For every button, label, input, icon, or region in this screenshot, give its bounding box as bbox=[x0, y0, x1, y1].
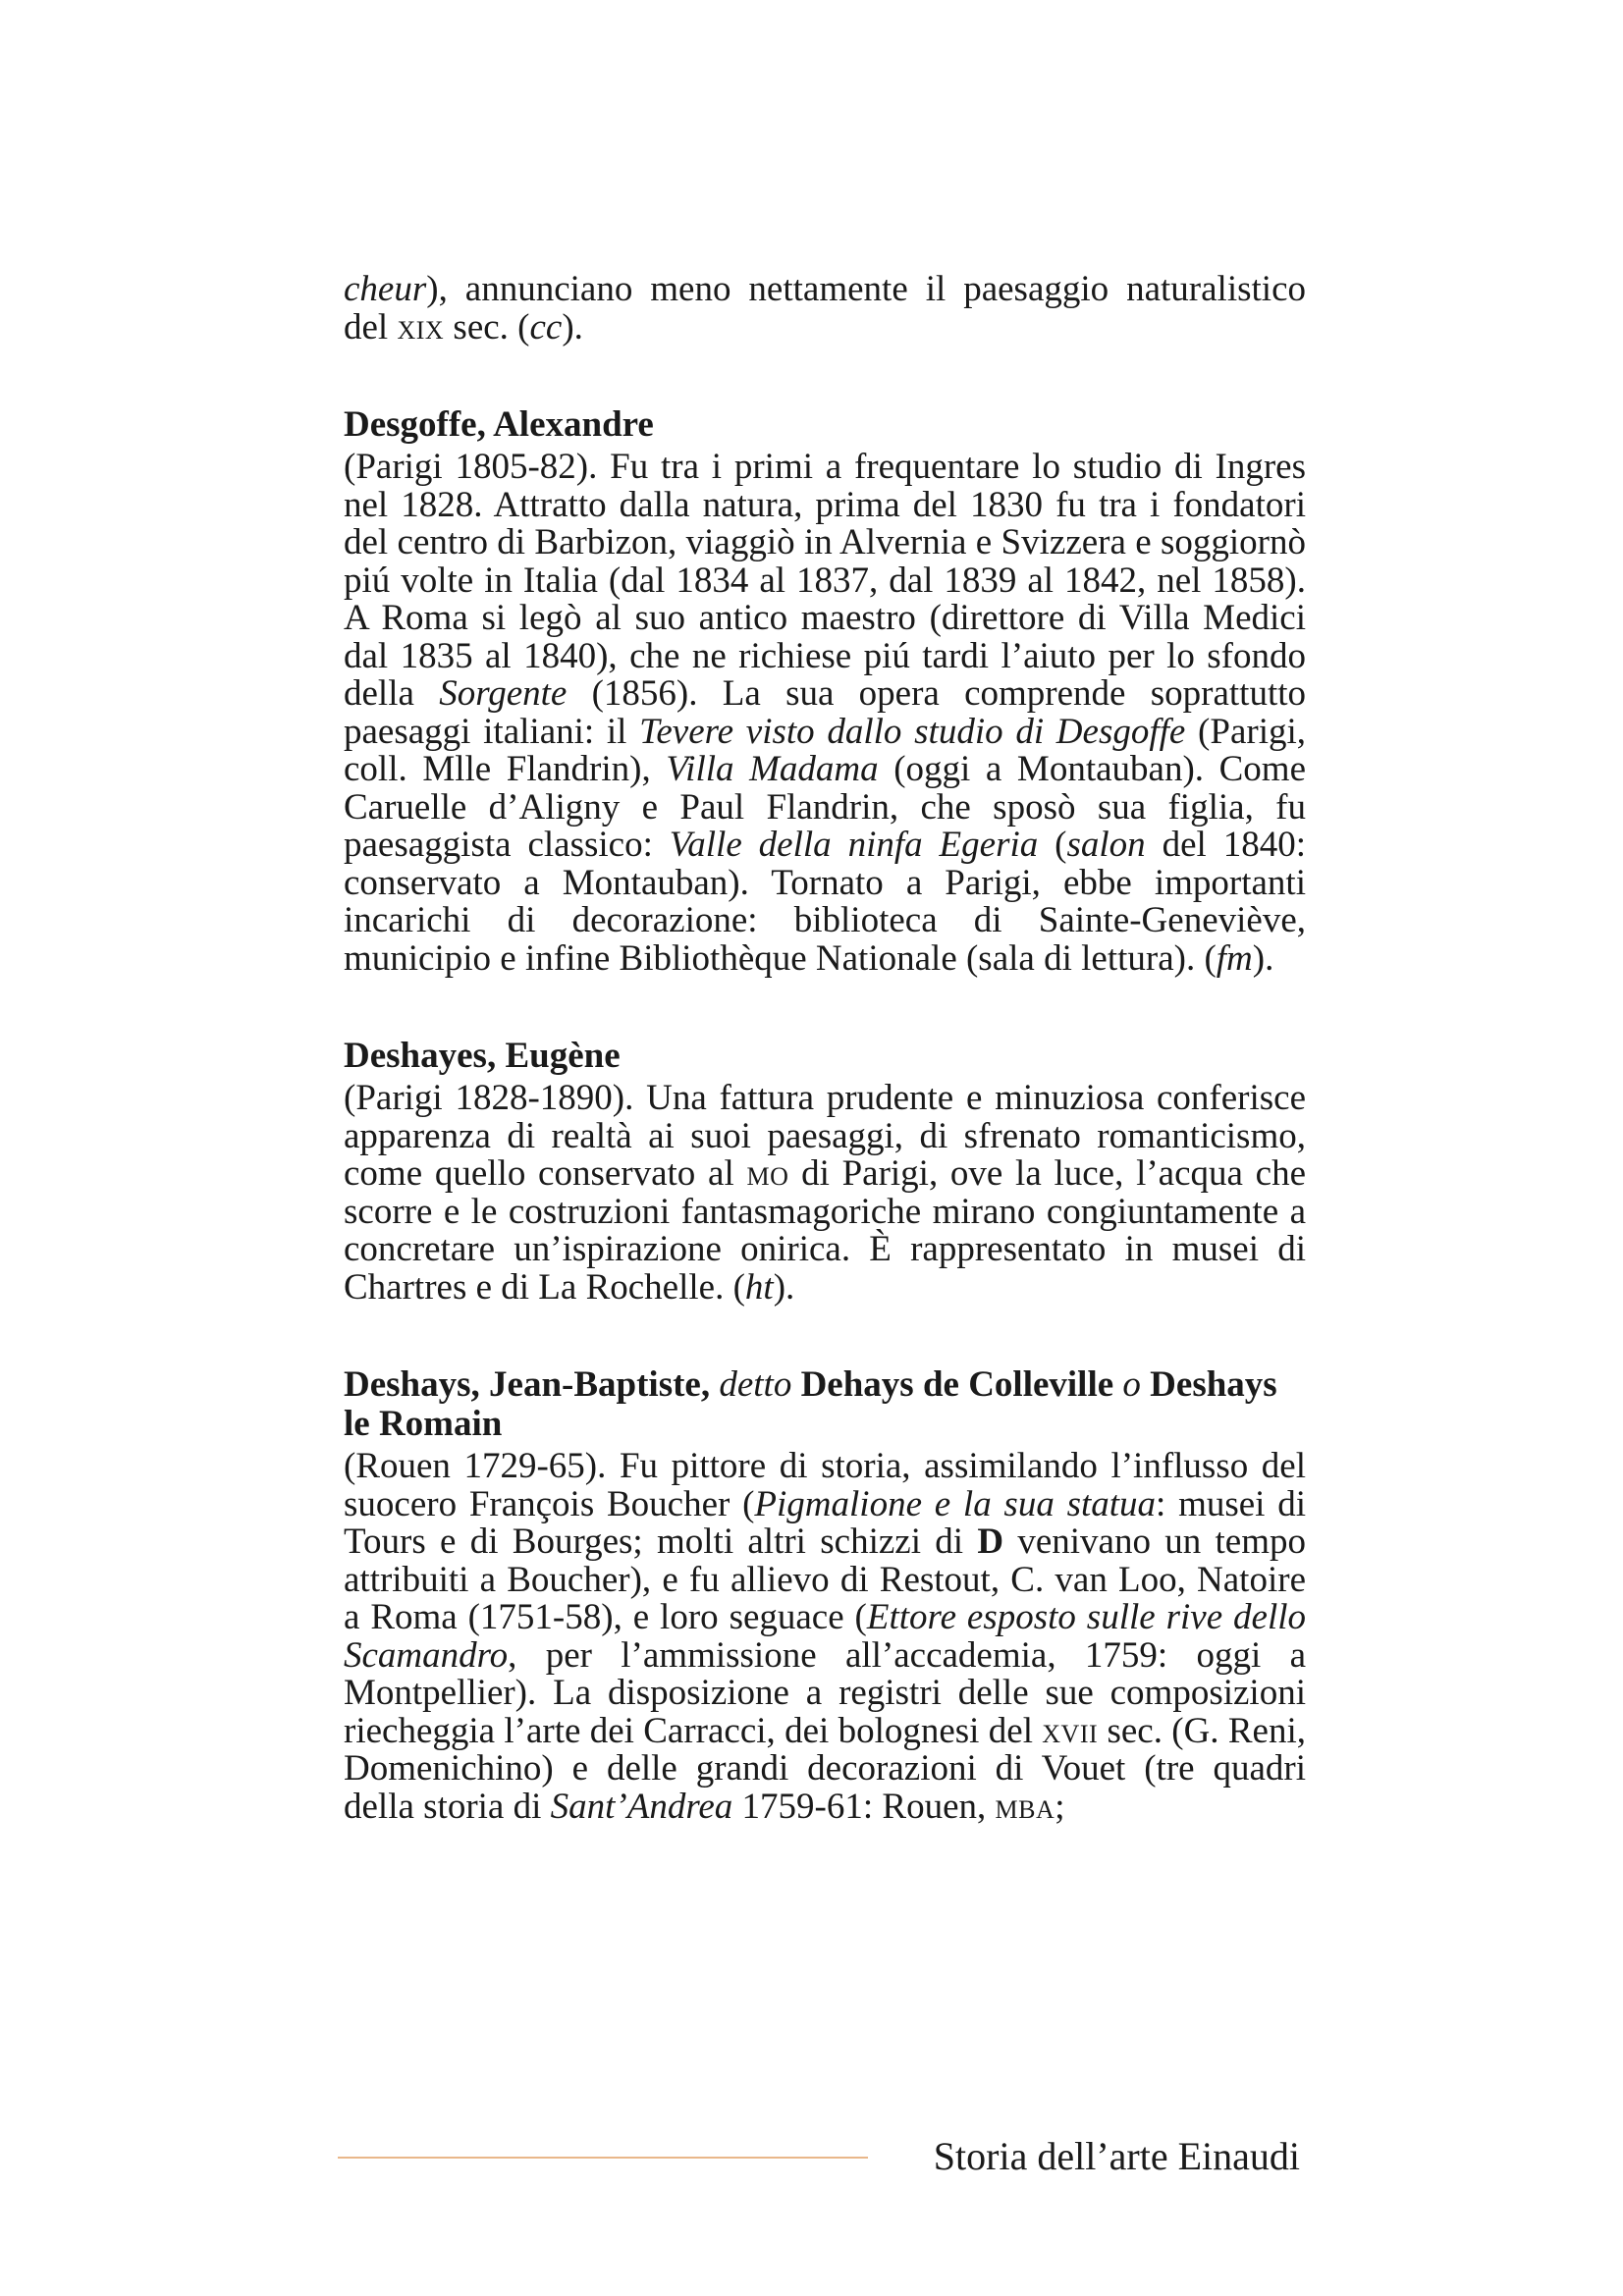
author-initials: fm bbox=[1216, 937, 1253, 979]
body-text: (Parigi 1828-1890). Una fattura prudente e minuziosa conferisce apparenza di realtà ai suoi paesaggi, di sfrenato romanticismo, come quello conservato al bbox=[344, 1078, 1306, 1194]
artwork-title: Ettore esposto sulle rive dello Scamandro bbox=[344, 1597, 1307, 1676]
body-text: (1856). La sua opera comprende soprattutto paesaggi italiani: il bbox=[344, 673, 1306, 752]
entry-body bbox=[344, 1448, 1306, 1826]
body-text: (Parigi, coll. Mlle Flandrin), bbox=[344, 711, 1307, 789]
entry-heading: Deshayes, Eugène bbox=[344, 1036, 621, 1076]
body-text: (Rouen 1729-65). Fu pittore di storia, assimilando l’influsso del suocero François Boucher ( bbox=[344, 1446, 1306, 1524]
artwork-title: Villa Madama bbox=[666, 749, 879, 789]
body-text: sec. (G. Reni, Domenichino) e delle grandi decorazioni di Vouet (tre quadri della storia di bbox=[344, 1710, 1306, 1827]
heading-connector: o bbox=[1122, 1364, 1141, 1405]
body-text: 1759-61: Rouen, bbox=[732, 1786, 996, 1827]
heading-text: Deshays le Romain bbox=[344, 1364, 1277, 1444]
museum-abbreviation: mba bbox=[995, 1786, 1055, 1827]
footer-divider bbox=[338, 2157, 868, 2159]
body-text: del 1840: conservato a Montauban). Tornato a Parigi, ebbe importanti incarichi di decorazione: biblioteca di Sainte-Geneviève, municipio e infine Bibliothèque Nationale (sala di lettura). ( bbox=[344, 825, 1306, 979]
body-text: : musei di Tours e di Bourges; molti altri schizzi di bbox=[344, 1483, 1306, 1562]
heading-text: Deshays, Jean-Baptiste, bbox=[344, 1364, 720, 1405]
body-text: ; bbox=[1055, 1786, 1065, 1827]
heading-connector: detto bbox=[719, 1364, 792, 1405]
body-text: di Parigi, ove la luce, l’acqua che scorre e le costruzioni fantasmagoriche mirano congiuntamente a concretare un’ispirazione onirica. È rappresentato in musei di Chartres e di La Rochelle. ( bbox=[344, 1153, 1307, 1308]
artwork-title: Tevere visto dallo studio di Desgoffe bbox=[639, 711, 1186, 752]
century-numeral: xvii bbox=[1042, 1710, 1099, 1751]
entry-heading: Desgoffe, Alexandre bbox=[344, 404, 654, 445]
page-footer bbox=[338, 2132, 1300, 2187]
artwork-title: Sant’Andrea bbox=[550, 1786, 733, 1827]
body-text: ( bbox=[1038, 825, 1067, 865]
entry-heading bbox=[344, 1365, 1306, 1444]
page-body bbox=[344, 271, 1306, 1826]
intro-paragraph bbox=[344, 271, 1306, 347]
entry-deshayes bbox=[344, 1037, 1306, 1307]
entry-body bbox=[344, 1080, 1306, 1307]
intro-italic-cheur: cheur bbox=[344, 269, 427, 309]
entry-body bbox=[344, 449, 1306, 978]
artwork-title: Valle della ninfa Egeria bbox=[669, 825, 1039, 865]
body-text: , per l’ammissione all’accademia, 1759: oggi a Montpellier). La disposizione a registri delle sue composizioni riecheggia l’arte dei Carracci, dei bolognesi del bbox=[344, 1634, 1306, 1751]
museum-abbreviation: mo bbox=[746, 1153, 789, 1194]
intro-text: sec. ( bbox=[444, 306, 530, 347]
artwork-title: Sorgente bbox=[439, 673, 568, 714]
italic-term: salon bbox=[1066, 825, 1146, 865]
subject-initial: D bbox=[977, 1522, 1004, 1562]
entry-desgoffe bbox=[344, 405, 1306, 978]
artwork-title: Pigmalione e la sua statua bbox=[754, 1483, 1157, 1524]
century-numeral: xix bbox=[397, 306, 445, 347]
author-initials: ht bbox=[744, 1266, 774, 1308]
body-text: ). bbox=[1252, 937, 1274, 979]
intro-text: ), annunciano meno nettamente il paesaggio naturalistico del bbox=[344, 269, 1306, 347]
heading-text: Dehays de Colleville bbox=[791, 1364, 1123, 1405]
intro-text: ). bbox=[562, 306, 583, 347]
author-initials: cc bbox=[529, 306, 563, 347]
footer-title: Storia dell’arte Einaudi bbox=[933, 2134, 1300, 2178]
body-text: (oggi a Montauban). Come Caruelle d’Aligny e Paul Flandrin, che sposò sua figlia, fu paesaggista classico: bbox=[344, 749, 1306, 865]
body-text: ). bbox=[773, 1266, 795, 1308]
entry-deshays bbox=[344, 1365, 1306, 1826]
body-text: venivano un tempo attribuiti a Boucher), e fu allievo di Restout, C. van Loo, Natoire a Roma (1751-58), e loro seguace ( bbox=[344, 1522, 1306, 1637]
body-text: (Parigi 1805-82). Fu tra i primi a frequentare lo studio di Ingres nel 1828. Attratto dalla natura, prima del 1830 fu tra i fondatori del centro di Barbizon, viaggiò in Alvernia e Svizzera e soggiornò piú volte in Italia (dal 1834 al 1837, dal 1839 al 1842, nel 1858). A Roma si legò al suo antico maestro (direttore di Villa Medici dal 1835 al 1840), che ne richiese piú tardi l’aiuto per lo sfondo della bbox=[344, 447, 1306, 714]
